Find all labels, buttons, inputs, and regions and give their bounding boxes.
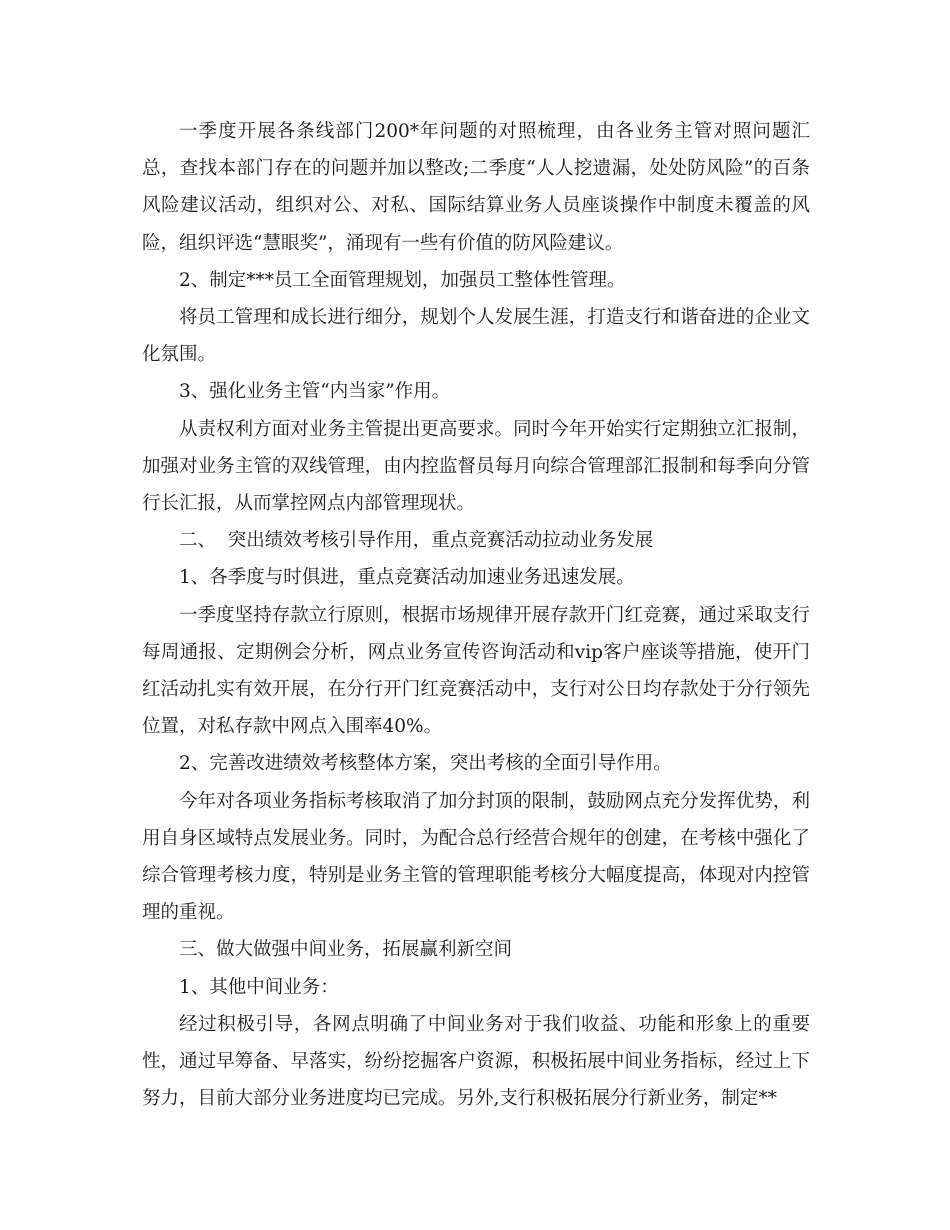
body-paragraph: 经过积极引导，各网点明确了中间业务对于我们收益、功能和形象上的重要性，通过早筹备、早落实，纷纷挖掘客户资源，积极拓展中间业务指标，经过上下努力，目前大部分业务进度均已完成。另外,支行积极拓展分行新业务，制定** — [142, 1013, 810, 1110]
section-heading: 2、制定***员工全面管理规划，加强员工整体性管理。 — [179, 269, 626, 291]
section-heading: 二、 突出绩效考核引导作用，重点竞赛活动拉动业务发展 — [179, 530, 654, 552]
body-paragraph: 一季度坚持存款立行原则，根据市场规律开展存款开门红竞赛，通过采取支行每周通报、定期例会分析，网点业务宣传咨询活动和vip客户座谈等措施，使开门红活动扎实有效开展，在分行开门红竞赛活动中，支行对公日均存款处于分行领先位置，对私存款中网点入围率40%。 — [142, 604, 810, 738]
section-heading: 3、强化业务主管“内当家”作用。 — [179, 381, 451, 403]
body-paragraph: 将员工管理和成长进行细分，规划个人发展生涯，打造支行和谐奋进的企业文化氛围。 — [142, 307, 810, 366]
body-paragraph: 从责权利方面对业务主管提出更高要求。同时今年开始实行定期独立汇报制，加强对业务主管的双线管理，由内控监督员每月向综合管理部汇报制和每季向分管行长汇报，从而掌控网点内部管理现状。 — [142, 418, 810, 515]
body-paragraph: 今年对各项业务指标考核取消了加分封顶的限制，鼓励网点充分发挥优势，利用自身区域特点发展业务。同时，为配合总行经营合规年的创建，在考核中强化了综合管理考核力度，特别是业务主管的管理职能考核分大幅度提高，体现对内控管理的重视。 — [142, 790, 810, 924]
section-heading: 1、其他中间业务： — [179, 976, 339, 998]
document-body — [142, 113, 810, 1117]
section-heading: 2、完善改进绩效考核整体方案，突出考核的全面引导作用。 — [179, 753, 672, 775]
section-heading: 三、做大做强中间业务，拓展赢利新空间 — [179, 939, 513, 961]
body-paragraph: 一季度开展各条线部门200*年问题的对照梳理，由各业务主管对照问题汇总，查找本部门存在的问题并加以整改;二季度“人人挖遗漏，处处防风险”的百条风险建议活动，组织对公、对私、国际结算业务人员座谈操作中制度未覆盖的风险，组织评选“慧眼奖”，涌现有一些有价值的防风险建议。 — [142, 121, 810, 254]
section-heading: 1、各季度与时俱进，重点竞赛活动加速业务迅速发展。 — [179, 567, 635, 589]
